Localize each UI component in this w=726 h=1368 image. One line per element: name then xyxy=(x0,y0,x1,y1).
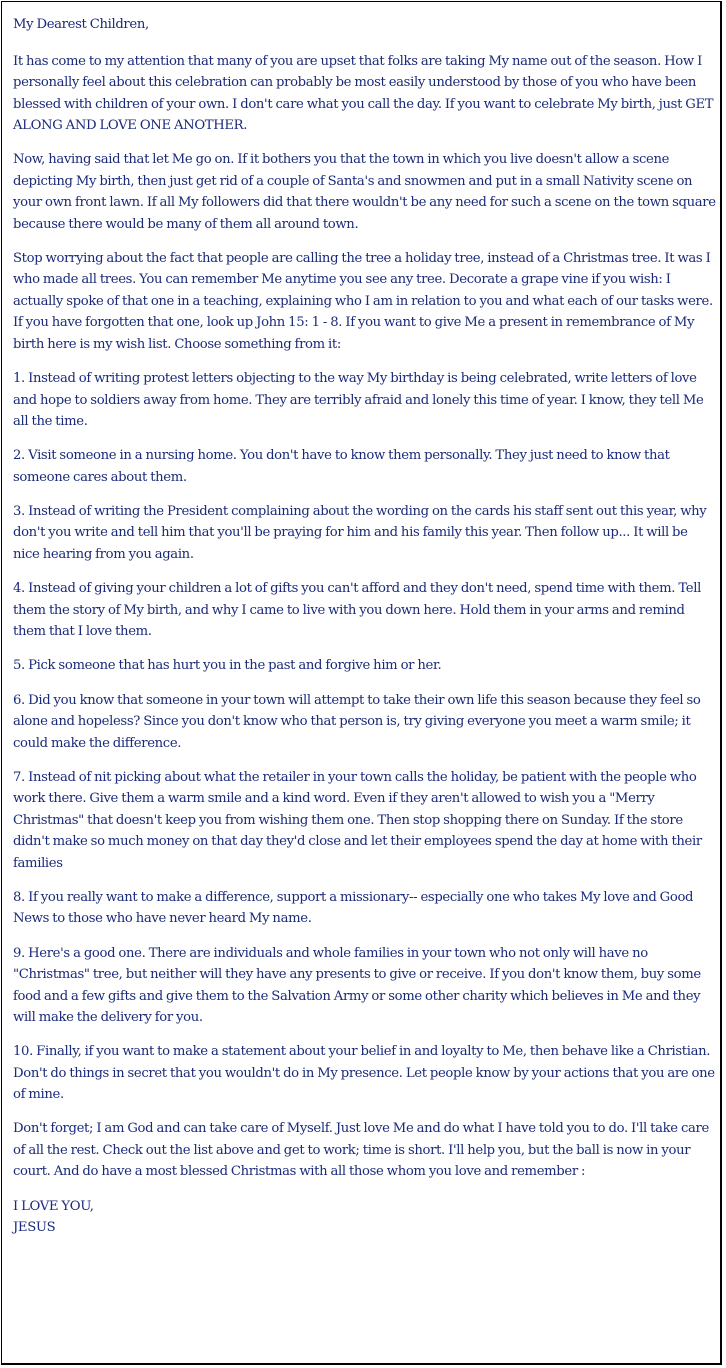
wish-list-item-5: 5. Pick someone that has hurt you in the past and forgive him or her. xyxy=(13,658,442,674)
letter-paragraph-nativity: Now, having said that let Me go on. If it bothers you that the town in which you live doesn't allow a scene depicting My birth, then just get rid of a couple of Santa's and snowmen and put in a small Nativity scene on your own front lawn. If all My followers did that there wouldn't be any need for such a scene on the town square because there would be many of them all around town. xyxy=(13,152,716,232)
wish-list-item-10: 10. Finally, if you want to make a statement about your belief in and loyalty to Me, then behave like a Christian. Don't do things in secret that you wouldn't do in My presence. Let people know by your actions that you are one of mine. xyxy=(13,1044,715,1103)
wish-list-item-2: 2. Visit someone in a nursing home. You don't have to know them personally. They just need to know that someone cares about them. xyxy=(13,448,670,485)
wish-list-item-3: 3. Instead of writing the President complaining about the wording on the cards his staff sent out this year, why don't you write and tell him that you'll be praying for him and his family this year. Then follow up... It will be nice hearing from you again. xyxy=(13,503,707,562)
letter-signature xyxy=(13,1196,716,1239)
letter-body xyxy=(13,14,716,1251)
wish-list-item-8: 8. If you really want to make a difference, support a missionary-- especially one who takes My love and Good News to those who have never heard My name. xyxy=(13,889,694,927)
wish-list-item-9: 9. Here's a good one. There are individuals and whole families in your town who not only will have no "Christmas" tree, but neither will they have any presents to give or receive. If you don't know them, buy some food and a few gifts and give them to the Salvation Army or some other charity which believes in Me and they will make the delivery for you. xyxy=(13,945,701,1026)
wish-list-item-4: 4. Instead of giving your children a lot of gifts you can't afford and they don't need, spend time with them. Tell them the story of My birth, and why I came to live with you down here. Hold them in your arms and remind them that I love them. xyxy=(13,581,701,640)
signature-line-1: I LOVE YOU, xyxy=(13,1198,94,1214)
letter-paragraph-intro: It has come to my attention that many of you are upset that folks are taking My name out of the season. How I personally feel about this celebration can probably be most easily understood by those of you who have been blessed with children of your own. I don't care what you call the day. If you want to celebrate My birth, just GET ALONG AND LOVE ONE ANOTHER. xyxy=(13,53,714,133)
wish-list-item-7: 7. Instead of nit picking about what the retailer in your town calls the holiday, be patient with the people who work there. Give them a warm smile and a kind word. Even if they aren't allowed to wish you a "Merry Christmas" that doesn't keep you from wishing them one. Then stop shopping there on Sunday. If the store didn't make so much money on that day they'd close and let their employees spend the day at home with their families xyxy=(13,769,702,871)
wish-list-item-6: 6. Did you know that someone in your town will attempt to take their own life this season because they feel so alone and hopeless? Since you don't know who that person is, try giving everyone you meet a warm smile; it could make the difference. xyxy=(13,692,701,751)
letter-paragraph-closing: Don't forget; I am God and can take care of Myself. Just love Me and do what I have told you to do. I'll take care of all the rest. Check out the list above and get to work; time is short. I'll help you, but the ball is now in your court. And do have a most blessed Christmas with all those whom you love and remember : xyxy=(13,1121,709,1180)
letter-frame xyxy=(1,1,722,1365)
signature-line-2: JESUS xyxy=(13,1220,56,1236)
letter-paragraph-tree: Stop worrying about the fact that people are calling the tree a holiday tree, instead of a Christmas tree. It was I who made all trees. You can remember Me anytime you see any tree. Decorate a grape vine if you wish: I actually spoke of that one in a teaching, explaining who I am in relation to you and what each of our tasks were. If you have forgotten that one, look up John 15: 1 - 8. If you want to give Me a present in remembrance of My birth here is my wish list. Choose something from it: xyxy=(13,250,713,352)
wish-list-item-1: 1. Instead of writing protest letters objecting to the way My birthday is being celebrated, write letters of love and hope to soldiers away from home. They are terribly afraid and lonely this time of year. I know, they tell Me all the time. xyxy=(13,371,704,430)
letter-greeting: My Dearest Children, xyxy=(13,17,149,32)
